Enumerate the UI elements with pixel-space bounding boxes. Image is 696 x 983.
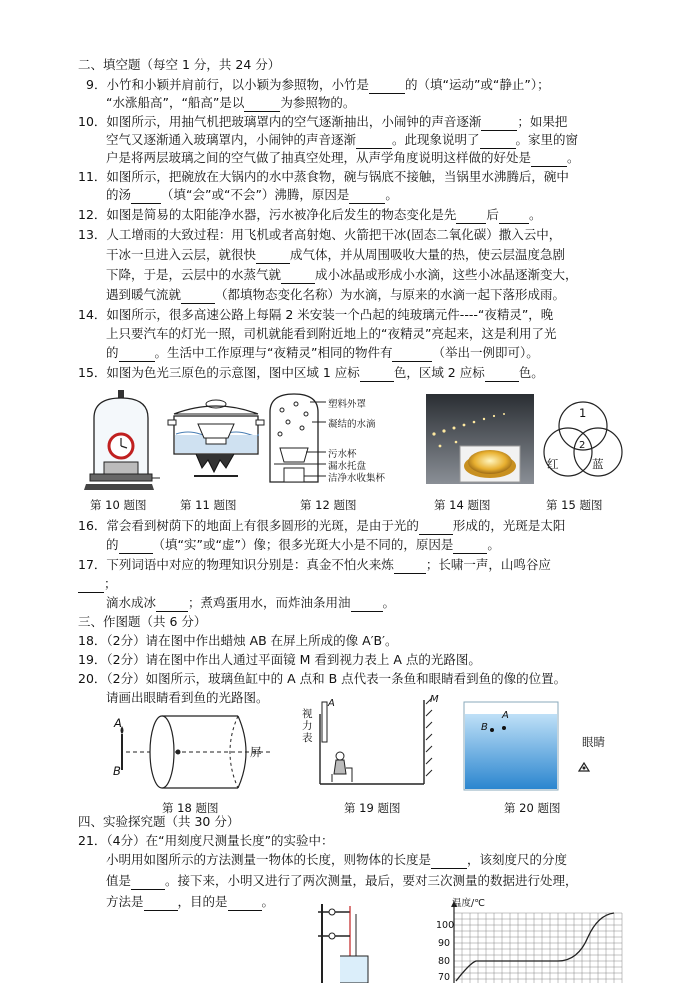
question-13-line-1: 13．人工增雨的大致过程：用飞机或者高射炮、火箭把干冰(固态二氧化碳）撒入云中， xyxy=(78,227,562,242)
section-heading-fill-in: 二、填空题（每空 1 分，共 24 分） xyxy=(78,57,281,72)
question-21-line-4: 方法是 ，目的是 。 xyxy=(106,894,275,909)
figure-20-fish-tank xyxy=(462,700,562,792)
question-10-line-3: 户是将两层玻璃之间的空气做了抽真空处理，从声学角度说明这样做的好处是 。 xyxy=(106,150,580,165)
answer-blank[interactable] xyxy=(281,270,315,284)
figure-12-label-cover: 塑料外罩 xyxy=(328,399,367,410)
figure-15-region-1: 1 xyxy=(579,406,587,420)
question-9-line-1: 9．小竹和小颖并肩前行，以小颖为参照物，小竹是 的（填“运动”或“静止”）； xyxy=(86,77,550,92)
answer-blank[interactable] xyxy=(456,210,486,224)
question-14-line-2: 上只要汽车的灯光一照，司机就能看到附近地上的“夜精灵”亮起来，这是利用了光 xyxy=(106,326,557,341)
answer-blank[interactable] xyxy=(351,598,383,612)
answer-blank[interactable] xyxy=(481,117,517,131)
figure-15-region-2: 2 xyxy=(579,440,586,451)
question-12: 12．如图是简易的太阳能净水器，污水被净化后发生的物态变化是先 后 。 xyxy=(78,207,542,222)
figure-lab-stand-beaker xyxy=(310,900,380,983)
caption-figure-10: 第 10 题图 xyxy=(90,498,147,512)
answer-blank[interactable] xyxy=(431,855,467,869)
answer-blank[interactable] xyxy=(228,897,262,911)
figure-10-bell-jar xyxy=(82,386,162,494)
figure-12-label-droplets: 凝结的水滴 xyxy=(328,419,376,430)
answer-blank[interactable] xyxy=(356,135,392,149)
answer-blank[interactable] xyxy=(360,368,394,382)
question-17-line-3: 滴水成冰 ；煮鸡蛋用水，而炸油条用油 。 xyxy=(106,595,396,610)
question-21-line-3: 值是 。接下来，小明又进行了两次测量，最后，要对三次测量的数据进行处理， xyxy=(106,873,578,888)
caption-figure-11: 第 11 题图 xyxy=(180,498,237,512)
answer-blank[interactable] xyxy=(256,250,290,264)
answer-blank[interactable] xyxy=(144,897,178,911)
question-11-line-2: 的汤 （填“会”或“不会”）沸腾，原因是 。 xyxy=(106,187,398,202)
eye-icon xyxy=(578,762,590,772)
question-10-line-1: 10．如图所示，用抽气机把玻璃罩内的空气逐渐抽出，小闹钟的声音逐渐 ；如果把 xyxy=(78,114,568,129)
answer-blank[interactable] xyxy=(244,98,280,112)
figure-18-point-a: A xyxy=(114,716,122,730)
question-18: 18．（2分）请在图中作出蜡烛 AB 在屏上所成的像 A′B′。 xyxy=(78,633,398,648)
figure-20-eye-label: 眼睛 xyxy=(582,735,605,749)
question-20-line-1: 20．（2分）如图所示，玻璃鱼缸中的 A 点和 B 点代表一条鱼和眼睛看到鱼的像的位置。 xyxy=(78,671,567,686)
caption-figure-20: 第 20 题图 xyxy=(504,801,561,815)
question-13-line-4: 遇到暖气流就 （都填物态变化名称）为水滴，与原来的水滴一起下落形成雨。 xyxy=(106,287,566,302)
answer-blank[interactable] xyxy=(394,560,426,574)
graph-y-label: 温度/℃ xyxy=(452,898,485,909)
answer-blank[interactable] xyxy=(419,521,453,535)
question-21-line-2: 小明用如图所示的方法测量一物体的长度，则物体的长度是 ，该刻度尺的分度 xyxy=(106,852,568,867)
graph-tick-70: 70 xyxy=(438,972,451,983)
caption-figure-12: 第 12 题图 xyxy=(300,498,357,512)
figure-20-point-a: A xyxy=(502,710,509,721)
figure-14-road-reflectors-photo xyxy=(426,394,534,484)
graph-tick-100: 100 xyxy=(436,920,455,931)
question-17-line-2: ； xyxy=(78,575,117,593)
figure-19-point-a: A xyxy=(328,698,335,709)
answer-blank[interactable] xyxy=(181,290,215,304)
graph-tick-90: 90 xyxy=(438,938,451,949)
answer-blank[interactable] xyxy=(392,348,432,362)
answer-blank[interactable] xyxy=(369,80,405,94)
graph-tick-80: 80 xyxy=(438,956,451,967)
section-heading-experiment: 四、实验探究题（共 30 分） xyxy=(78,814,240,829)
figure-19-mirror-m: M xyxy=(430,694,439,705)
answer-blank[interactable] xyxy=(480,135,516,149)
figure-18-screen-label: 屏 xyxy=(250,745,262,759)
caption-figure-14: 第 14 题图 xyxy=(434,498,491,512)
section-heading-drawing: 三、作图题（共 6 分） xyxy=(78,614,207,629)
question-11-line-1: 11．如图所示，把碗放在大锅内的水中蒸食物，碗与锅底不接触，当锅里水沸腾后，碗中 xyxy=(78,169,569,184)
figure-20-point-b: B xyxy=(481,722,488,733)
caption-figure-18: 第 18 题图 xyxy=(162,801,219,815)
caption-figure-15: 第 15 题图 xyxy=(546,498,603,512)
question-9-line-2: “水涨船高”，“船高”是以 为参照物的。 xyxy=(106,95,356,110)
answer-blank[interactable] xyxy=(78,579,104,593)
question-20-line-2: 请画出眼睛看到鱼的光路图。 xyxy=(106,690,269,705)
answer-blank[interactable] xyxy=(453,540,487,554)
figure-11-pot-steaming xyxy=(168,396,264,486)
figure-19-chart-label: 视力表 xyxy=(302,708,313,744)
question-16-line-1: 16．常会看到树荫下的地面上有很多圆形的光斑，是由于光的 形成的，光斑是太阳 xyxy=(78,518,566,533)
figure-18-point-b: B xyxy=(113,764,121,778)
answer-blank[interactable] xyxy=(119,540,153,554)
figure-12-label-clean-cup: 洁净水收集杯 xyxy=(328,473,386,484)
question-10-line-2: 空气又逐渐通入玻璃罩内，小闹钟的声音逐渐 。此现象说明了 。家里的窗 xyxy=(106,132,579,147)
answer-blank[interactable] xyxy=(531,153,567,167)
answer-blank[interactable] xyxy=(499,210,529,224)
question-14-line-3: 的 。生活中工作原理与“夜精灵”相同的物件有 （举出一例即可）。 xyxy=(106,345,539,360)
figure-12-label-dirty-cup: 污水杯 xyxy=(328,449,357,460)
question-19: 19．（2分）请在图中作出人通过平面镜 M 看到视力表上 A 点的光路图。 xyxy=(78,652,481,667)
figure-15-label-blue: 蓝 xyxy=(592,457,604,471)
answer-blank[interactable] xyxy=(119,348,155,362)
answer-blank[interactable] xyxy=(485,368,519,382)
figure-12-label-tray: 漏水托盘 xyxy=(328,461,367,472)
answer-blank[interactable] xyxy=(131,876,165,890)
question-17-line-1: 17．下列词语中对应的物理知识分别是：真金不怕火来炼 ；长啸一声，山鸣谷应 xyxy=(78,557,551,572)
question-14-line-1: 14．如图所示，很多高速公路上每隔 2 米安装一个凸起的纯玻璃元件----“夜精灵”，晚 xyxy=(78,307,554,322)
question-13-line-2: 干冰一旦进入云层，就很快 成气体，并从周围吸收大量的热，使云层温度急剧 xyxy=(106,247,566,262)
question-13-line-3: 下降，于是，云层中的水蒸气就 成小冰晶或形成小水滴，这些小冰晶逐渐变大， xyxy=(106,267,578,282)
answer-blank[interactable] xyxy=(156,598,188,612)
caption-figure-19: 第 19 题图 xyxy=(344,801,401,815)
figure-19-mirror-eye-chart xyxy=(300,694,440,794)
question-21-line-1: 21．（4分）在“用刻度尺测量长度”的实验中： xyxy=(78,833,334,848)
question-15: 15．如图为色光三原色的示意图，图中区域 1 应标 色，区域 2 应标 色。 xyxy=(78,365,544,380)
answer-blank[interactable] xyxy=(131,190,161,204)
answer-blank[interactable] xyxy=(349,190,385,204)
question-16-line-2: 的 （填“实”或“虚”）像；很多光斑大小是不同的，原因是 。 xyxy=(106,537,500,552)
figure-15-label-red: 红 xyxy=(547,457,559,471)
